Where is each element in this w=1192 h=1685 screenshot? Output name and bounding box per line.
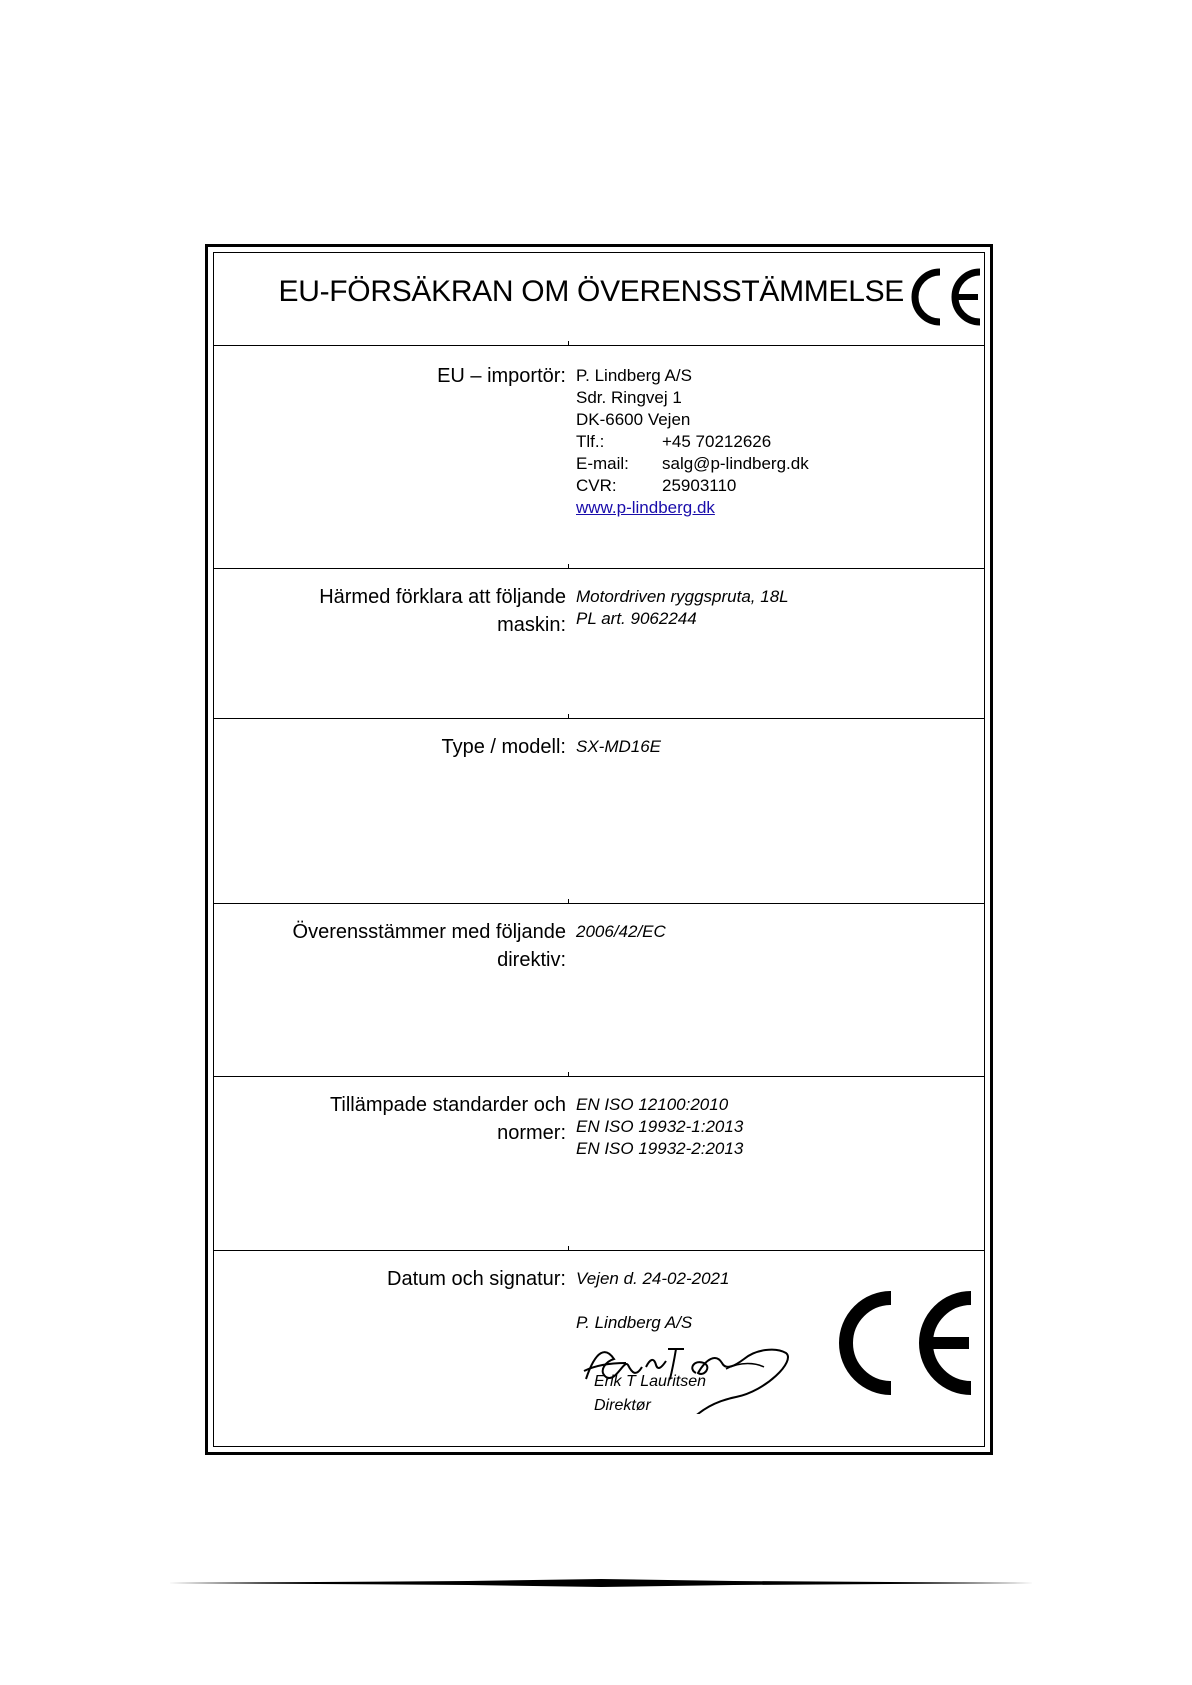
importer-row [214,345,984,569]
importer-phone-line [576,431,809,453]
ce-mark-large-icon [831,1288,981,1398]
declaration-frame [205,244,993,1455]
cvr-key: CVR: [576,476,617,495]
importer-street: Sdr. Ringvej 1 [576,388,682,407]
standard-item: EN ISO 19932-2:2013 [576,1139,744,1158]
cvr-value: 25903110 [662,476,737,495]
model-value: SX-MD16E [576,737,662,756]
title-row [214,253,984,345]
importer-cvr-line [576,475,809,497]
email-value: salg@p-lindberg.dk [662,454,809,473]
directive-label: Överensstämmer med följande direktiv: [292,921,566,971]
standard-item: EN ISO 19932-1:2013 [576,1117,744,1136]
declaration-table [213,252,985,1447]
standards-row [214,1076,984,1251]
phone-key: Tlf.: [576,432,605,451]
importer-company: P. Lindberg A/S [576,366,692,385]
signature-row [214,1250,984,1446]
signature-date: Vejen d. 24-02-2021 [576,1269,730,1288]
standards-list [576,1094,743,1160]
importer-city: DK-6600 Vejen [576,410,691,429]
footer-divider [168,1578,1034,1588]
directive-row [214,903,984,1077]
directive-value: 2006/42/EC [576,922,666,941]
importer-label: EU – importör: [437,365,566,387]
website-link[interactable]: www.p-lindberg.dk [576,498,715,517]
email-key: E-mail: [576,454,629,473]
importer-details [576,365,809,519]
importer-email-line [576,453,809,475]
signature-company: P. Lindberg A/S [576,1313,693,1332]
machine-value: Motordriven ryggspruta, 18L PL art. 9062244 [576,587,789,628]
model-label: Type / modell: [441,736,566,758]
machine-label: Härmed förklara att följande maskin: [319,586,566,636]
phone-value: +45 70212626 [662,432,772,451]
document-title: EU-FÖRSÄKRAN OM ÖVERENSSTÄMMELSE [278,275,904,308]
signature-label: Datum och signatur: [387,1268,566,1290]
signature-block [576,1251,826,1451]
ce-mark-icon [908,266,986,328]
signatory-role: Direktør [594,1397,651,1414]
machine-row [214,568,984,719]
standards-label: Tillämpade standarder och normer: [329,1094,566,1144]
signatory-name: Erik T Lauritsen [594,1373,707,1390]
model-row [214,718,984,904]
standard-item: EN ISO 12100:2010 [576,1095,729,1114]
